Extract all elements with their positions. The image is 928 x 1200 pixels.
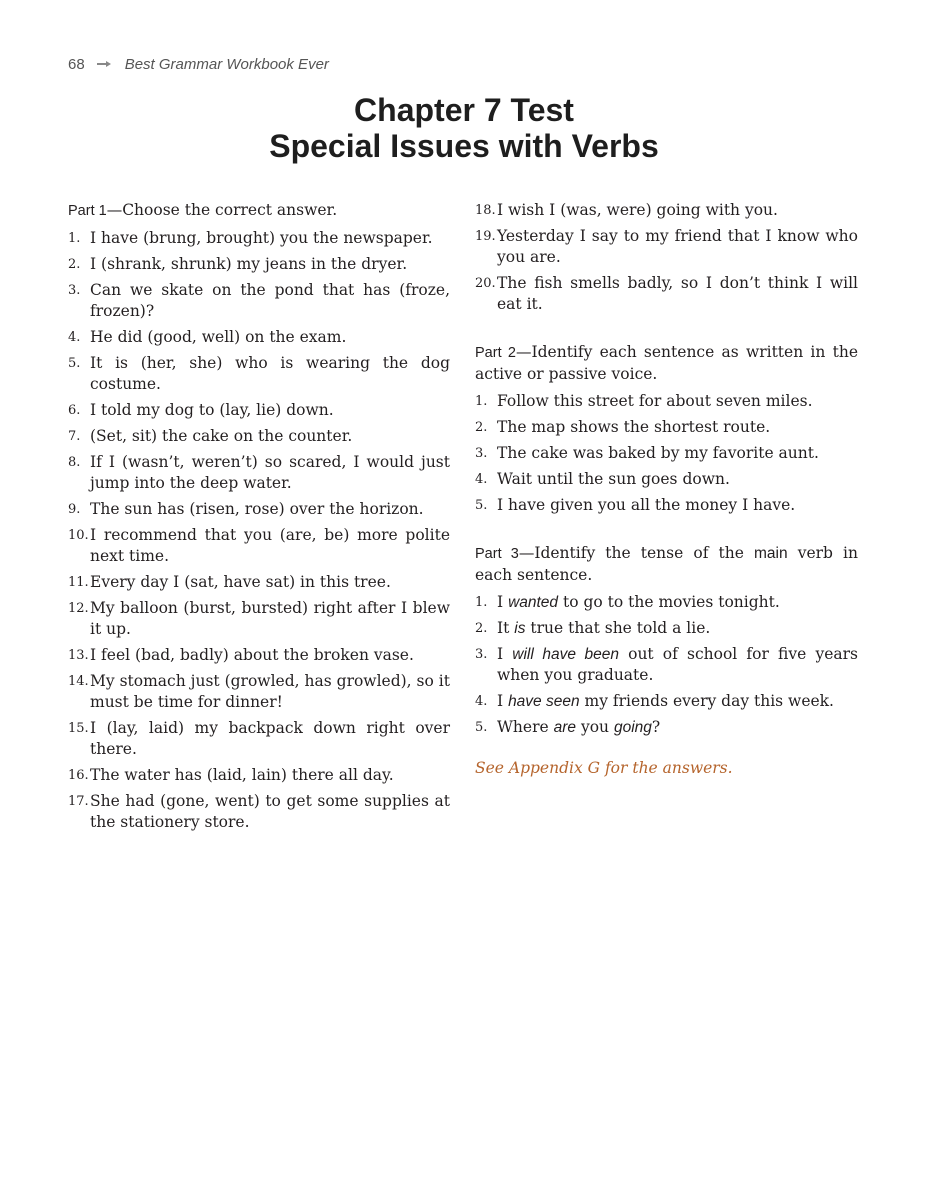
main-keyword: main — [754, 545, 788, 562]
arrow-icon — [97, 61, 111, 67]
page-number: 68 — [68, 55, 85, 73]
list-item: 2. The map shows the shortest route. — [475, 418, 771, 436]
verb-phrase: have seen — [508, 693, 580, 710]
page-title — [0, 92, 928, 164]
list-item: 12. My balloon (burst, bursted) right after I blew it up. — [68, 599, 450, 638]
list-item: 9. The sun has (risen, rose) over the horizon. — [68, 500, 424, 518]
list-item: 4. I have seen my friends every day this week. — [475, 692, 834, 710]
list-item: 1. I have (brung, brought) you the newspaper. — [68, 229, 433, 247]
part1-list-continued — [475, 200, 858, 315]
list-item: 8. If I (wasn’t, weren’t) so scared, I would just jump into the deep water. — [68, 453, 450, 492]
left-column — [68, 200, 450, 838]
part3-label: Part 3 — [475, 546, 519, 562]
list-item: 3. I will have been out of school for five years when you graduate. — [475, 645, 858, 684]
verb-phrase: going — [613, 719, 652, 736]
book-title: Best Grammar Workbook Ever — [124, 55, 329, 73]
part1-instruction: —Choose the correct answer. — [106, 201, 338, 219]
verb-phrase: will have been — [512, 646, 619, 663]
list-item: 10. I recommend that you (are, be) more polite next time. — [68, 526, 450, 565]
part1-list — [68, 228, 450, 833]
title-line-1: Chapter 7 Test — [354, 92, 574, 128]
answers-note: See Appendix G for the answers. — [475, 759, 733, 777]
title-line-2: Special Issues with Verbs — [269, 128, 659, 164]
part2-heading — [475, 342, 858, 385]
part3-heading: Part 3—Identify the tense of the main verb in each sentence. — [475, 544, 858, 584]
verb-phrase: is — [514, 620, 526, 637]
list-item: 3. The cake was baked by my favorite aunt. — [475, 444, 819, 462]
part3-list — [475, 592, 858, 738]
list-item: 19. Yesterday I say to my friend that I know who you are. — [475, 227, 858, 266]
list-item: 18. I wish I (was, were) going with you. — [475, 201, 778, 219]
list-item: 7. (Set, sit) the cake on the counter. — [68, 427, 353, 445]
verb-phrase: wanted — [508, 594, 559, 611]
list-item: 5. It is (her, she) who is wearing the dog costume. — [68, 354, 450, 393]
list-item: 1. I wanted to go to the movies tonight. — [475, 593, 780, 611]
list-item: 13. I feel (bad, badly) about the broken vase. — [68, 646, 414, 664]
list-item: 16. The water has (laid, lain) there all day. — [68, 766, 394, 784]
list-item: 4. He did (good, well) on the exam. — [68, 328, 347, 346]
list-item: 1. Follow this street for about seven miles. — [475, 392, 813, 410]
part1-label: Part 1 — [68, 203, 107, 219]
verb-phrase: are — [553, 719, 577, 736]
list-item: 17. She had (gone, went) to get some supplies at the stationery store. — [68, 792, 450, 831]
list-item: 15. I (lay, laid) my backpack down right over there. — [68, 719, 450, 758]
list-item: 3. Can we skate on the pond that has (froze, frozen)? — [68, 281, 450, 320]
part1-heading — [68, 200, 450, 222]
list-item: 2. It is true that she told a lie. — [475, 619, 711, 637]
list-item: 2. I (shrank, shrunk) my jeans in the dryer. — [68, 255, 408, 273]
list-item: 5. I have given you all the money I have. — [475, 496, 796, 514]
list-item: 14. My stomach just (growled, has growled), so it must be time for dinner! — [68, 672, 450, 711]
part2-instruction: —Identify each sentence as written in the active or passive voice. — [475, 343, 858, 383]
running-head — [68, 54, 329, 74]
list-item: 6. I told my dog to (lay, lie) down. — [68, 401, 334, 419]
list-item: 20. The fish smells badly, so I don’t think I will eat it. — [475, 274, 858, 313]
right-column — [475, 200, 858, 795]
list-item: 5. Where are you going? — [475, 718, 661, 736]
part2-list — [475, 391, 858, 516]
part2-label: Part 2 — [475, 345, 516, 361]
list-item: 4. Wait until the sun goes down. — [475, 470, 730, 488]
list-item: 11. Every day I (sat, have sat) in this tree. — [68, 573, 391, 591]
